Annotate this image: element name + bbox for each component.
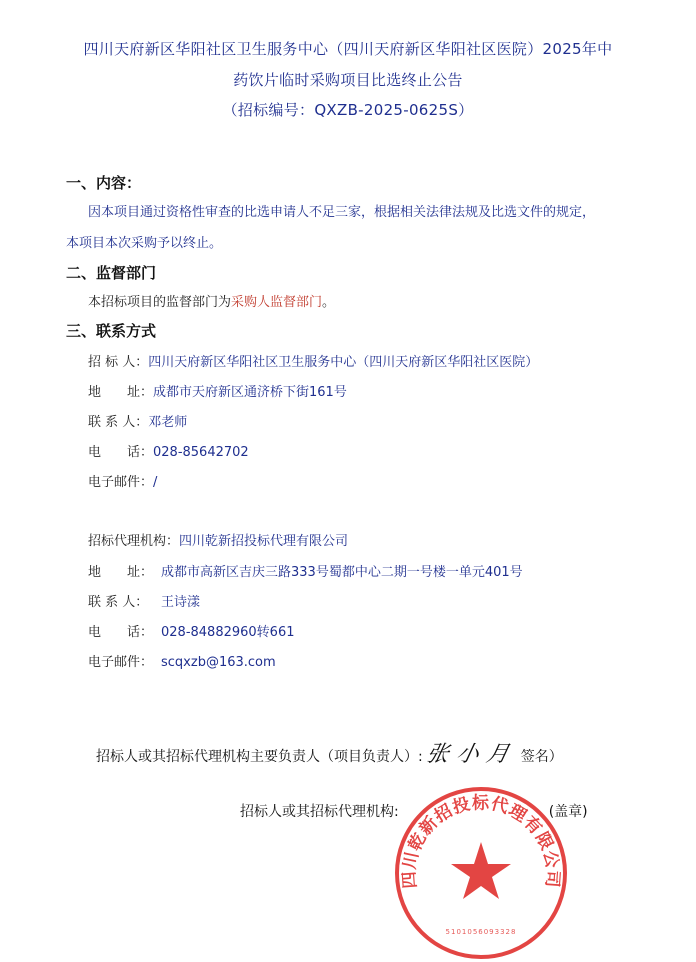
purchaser-email-row <box>88 471 157 490</box>
signature-line1-end: 签名） <box>520 749 563 765</box>
agency-address-label: 地 址： <box>88 565 154 580</box>
signature-line2-text: 招标人或其招标代理机构: <box>240 804 399 820</box>
agency-email-row <box>88 651 276 670</box>
tender-number: （招标编号：QXZB-2025-0625S） <box>222 101 474 119</box>
stamp-star-icon <box>451 842 511 899</box>
agency-phone-label: 电 话： <box>88 625 154 640</box>
agency-name-label: 招标代理机构： <box>88 534 180 549</box>
notice-title-line2: 药饮片临时采购项目比选终止公告 <box>233 71 463 89</box>
stamp-arc-text: 四川乾新招投标代理有限公司 <box>399 793 563 890</box>
agency-email: scqxzb@163.com <box>161 655 276 670</box>
agency-name-row <box>88 530 348 549</box>
agency-name: 四川乾新招投标代理有限公司 <box>179 534 349 549</box>
signature-line-responsible <box>96 737 563 768</box>
official-seal-stamp <box>392 784 570 962</box>
purchaser-contact-label: 联 系 人： <box>88 415 149 430</box>
purchaser-phone: 028-85642702 <box>153 445 249 460</box>
agency-email-label: 电子邮件： <box>88 655 154 670</box>
purchaser-name-row <box>88 351 538 370</box>
agency-contact-label: 联 系 人： <box>88 595 149 610</box>
purchaser-address-row <box>88 381 347 400</box>
signature-line1-text: 招标人或其招标代理机构主要负责人（项目负责人）: <box>96 749 423 765</box>
purchaser-name: 四川天府新区华阳社区卫生服务中心（四川天府新区华阳社区医院） <box>148 355 539 370</box>
section1-heading: 一、内容： <box>66 174 142 192</box>
section3-heading: 三、联系方式 <box>66 322 157 340</box>
section1-paragraph-line2: 本项目本次采购予以终止。 <box>66 236 223 251</box>
agency-phone: 028-84882960转661 <box>161 625 295 640</box>
purchaser-contact: 邓老师 <box>148 415 188 430</box>
supervision-text <box>88 291 335 310</box>
agency-phone-row <box>88 621 295 640</box>
agency-address-row <box>88 561 523 580</box>
supervision-department: 采购人监督部门 <box>231 295 323 310</box>
purchaser-name-label: 招 标 人： <box>88 355 149 370</box>
agency-contact-row <box>88 591 200 610</box>
purchaser-phone-row <box>88 441 249 460</box>
purchaser-email: / <box>153 475 158 490</box>
supervision-suffix: 。 <box>322 295 336 310</box>
supervision-prefix: 本招标项目的监督部门为 <box>88 295 232 310</box>
purchaser-contact-row <box>88 411 187 430</box>
stamp-serial-number: 5101056093328 <box>445 928 517 936</box>
purchaser-address-label: 地 址： <box>88 385 154 400</box>
agency-contact: 王诗漾 <box>161 595 201 610</box>
agency-address: 成都市高新区吉庆三路333号蜀都中心二期一号楼一单元401号 <box>161 565 523 580</box>
handwritten-signature: 张小月 <box>423 742 519 767</box>
section1-paragraph-line1: 因本项目通过资格性审查的比选申请人不足三家，根据相关法律法规及比选文件的规定， <box>88 205 596 220</box>
purchaser-email-label: 电子邮件： <box>88 475 154 490</box>
purchaser-phone-label: 电 话： <box>88 445 154 460</box>
section2-heading: 二、监督部门 <box>66 264 157 282</box>
signature-line2-end: (盖章) <box>548 804 588 820</box>
notice-title-line1: 四川天府新区华阳社区卫生服务中心（四川天府新区华阳社区医院）2025年中 <box>83 40 613 58</box>
purchaser-address: 成都市天府新区通济桥下街161号 <box>153 385 347 400</box>
